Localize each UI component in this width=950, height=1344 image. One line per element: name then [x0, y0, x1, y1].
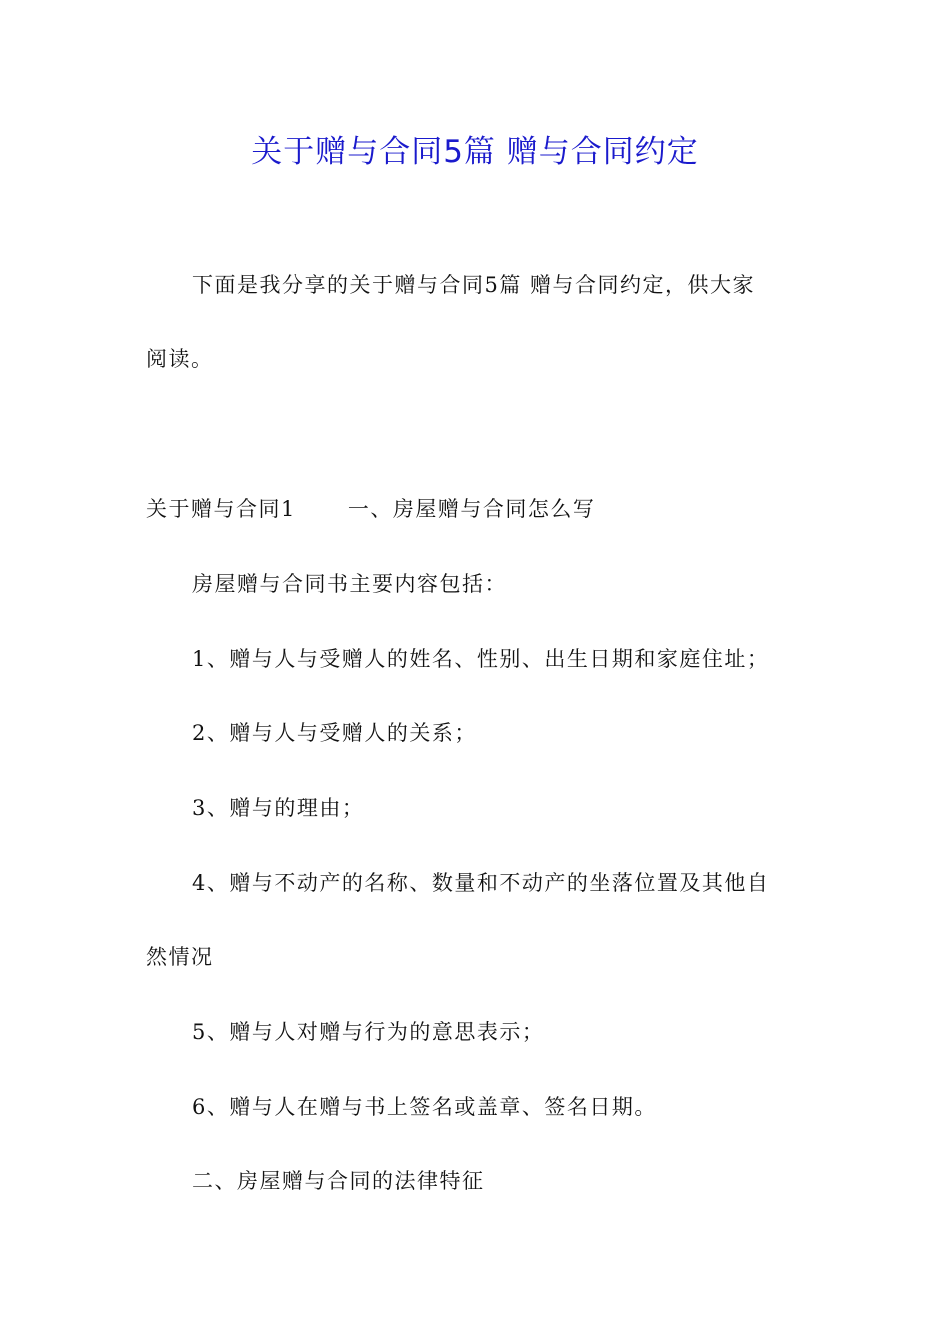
intro-paragraph-line-2: 阅读。 [146, 347, 214, 371]
list-item-1: 1、赠与人与受赠人的姓名、性别、出生日期和家庭住址； [192, 647, 770, 671]
content-intro: 房屋赠与合同书主要内容包括： [192, 572, 507, 596]
list-item-4-line-2: 然情况 [146, 945, 214, 969]
section-1-heading: 一、房屋赠与合同怎么写 [347, 497, 596, 521]
list-item-3: 3、赠与的理由； [192, 796, 365, 820]
list-item-5: 5、赠与人对赠与行为的意思表示； [192, 1020, 545, 1044]
list-item-6: 6、赠与人在赠与书上签名或盖章、签名日期。 [192, 1095, 657, 1119]
list-item-2: 2、赠与人与受赠人的关系； [192, 721, 477, 745]
intro-paragraph-line-1: 下面是我分享的关于赠与合同5篇 赠与合同约定，供大家 [192, 273, 756, 297]
section-1-label: 关于赠与合同1 [146, 497, 296, 521]
document-title: 关于赠与合同5篇 赠与合同约定 [251, 134, 699, 170]
list-item-4-line-1: 4、赠与不动产的名称、数量和不动产的坐落位置及其他自 [192, 871, 770, 895]
section-1-header [146, 494, 595, 524]
section-2-heading: 二、房屋赠与合同的法律特征 [192, 1169, 485, 1193]
